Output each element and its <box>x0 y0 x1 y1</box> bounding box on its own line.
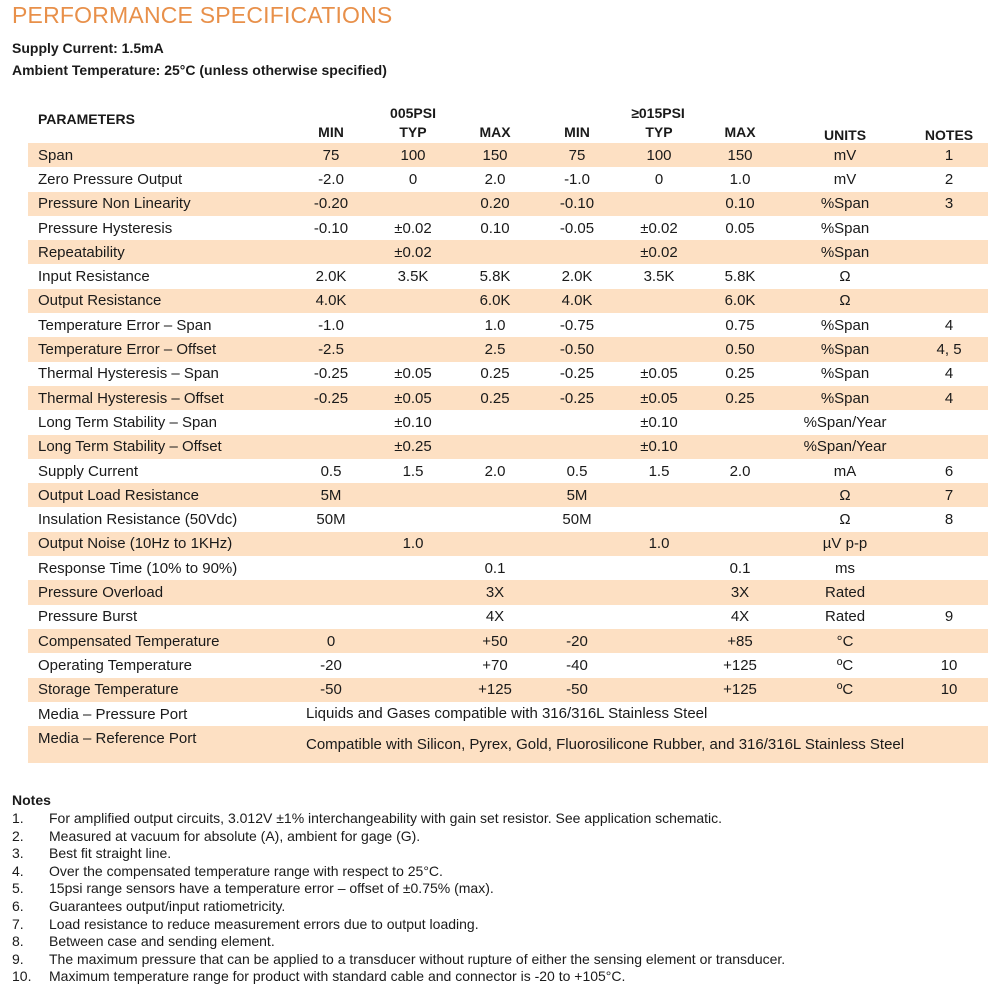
notes-cell: 3 <box>910 192 988 216</box>
note-text: Measured at vacuum for absolute (A), ambient for gage (G). <box>49 827 421 844</box>
parameter-cell: Output Noise (10Hz to 1KHz) <box>28 532 290 556</box>
min-005psi-cell <box>290 532 372 556</box>
table-row <box>28 167 988 191</box>
notes-cell <box>910 435 988 459</box>
typ-015psi-cell: 100 <box>618 143 700 167</box>
max-005psi-cell: +70 <box>454 653 536 677</box>
min-015psi-cell: -50 <box>536 678 618 702</box>
parameter-cell: Response Time (10% to 90%) <box>28 556 290 580</box>
table-row <box>28 216 988 240</box>
table-header-row-top <box>28 95 988 121</box>
notes-cell <box>910 580 988 604</box>
min-015psi-cell: -0.75 <box>536 313 618 337</box>
units-cell: °C <box>780 629 910 653</box>
media-compatibility-cell: Compatible with Silicon, Pyrex, Gold, Fluorosilicone Rubber, and 316/316L Stainless Steel <box>290 726 988 763</box>
note-text: Between case and sending element. <box>49 933 275 950</box>
min-005psi-cell: -0.25 <box>290 386 372 410</box>
min-015psi-cell: 0.5 <box>536 459 618 483</box>
note-text: The maximum pressure that can be applied to a transducer without rupture of either the sensing element or transducer. <box>49 950 786 967</box>
parameter-cell: Repeatability <box>28 240 290 264</box>
units-cell: ºC <box>780 678 910 702</box>
max-005psi-cell: 0.25 <box>454 386 536 410</box>
parameter-cell: Thermal Hysteresis – Offset <box>28 386 290 410</box>
min-005psi-cell: -0.20 <box>290 192 372 216</box>
typ-015psi-cell: 0 <box>618 167 700 191</box>
max-005psi-cell <box>454 507 536 531</box>
max-005psi-cell: 0.10 <box>454 216 536 240</box>
note-text: Guarantees output/input ratiometricity. <box>49 897 286 914</box>
table-row <box>28 313 988 337</box>
notes-cell <box>910 410 988 434</box>
table-row <box>28 289 988 313</box>
units-cell: %Span/Year <box>780 435 910 459</box>
note-text: Over the compensated temperature range with respect to 25°C. <box>49 862 443 879</box>
typ-015psi-cell <box>618 192 700 216</box>
table-row <box>28 240 988 264</box>
max-015psi-cell: 2.0 <box>700 459 780 483</box>
typ-005psi-cell <box>372 289 454 313</box>
max-015psi-cell <box>700 483 780 507</box>
typ-015psi-cell <box>618 337 700 361</box>
units-cell: Ω <box>780 264 910 288</box>
min-015psi-cell: -0.10 <box>536 192 618 216</box>
table-row <box>28 507 988 531</box>
units-cell: Ω <box>780 483 910 507</box>
typ-015psi-cell <box>618 580 700 604</box>
typ-005psi-cell <box>372 653 454 677</box>
typ-015psi-cell: ±0.10 <box>618 410 700 434</box>
units-cell: %Span <box>780 192 910 216</box>
units-cell: ºC <box>780 653 910 677</box>
min-005psi-cell <box>290 410 372 434</box>
max-015psi-cell: 6.0K <box>700 289 780 313</box>
min-015psi-cell: -20 <box>536 629 618 653</box>
parameter-cell: Pressure Non Linearity <box>28 192 290 216</box>
max-005psi-cell: +125 <box>454 678 536 702</box>
units-cell: ms <box>780 556 910 580</box>
max-header: MAX <box>479 124 511 140</box>
typ-005psi-cell: ±0.05 <box>372 386 454 410</box>
parameter-cell: Compensated Temperature <box>28 629 290 653</box>
max-015psi-cell: 0.50 <box>700 337 780 361</box>
max-005psi-cell <box>454 435 536 459</box>
typ-header: TYP <box>399 124 427 140</box>
media-compatibility-cell: Liquids and Gases compatible with 316/316L Stainless Steel <box>290 702 988 726</box>
typ-005psi-cell: 0 <box>372 167 454 191</box>
max-005psi-cell: 0.25 <box>454 362 536 386</box>
parameter-cell: Pressure Burst <box>28 605 290 629</box>
typ-header: TYP <box>645 124 673 140</box>
table-row <box>28 192 988 216</box>
notes-cell: 7 <box>910 483 988 507</box>
max-005psi-cell: +50 <box>454 629 536 653</box>
min-005psi-cell: 5M <box>290 483 372 507</box>
parameter-cell: Pressure Hysteresis <box>28 216 290 240</box>
max-005psi-cell: 6.0K <box>454 289 536 313</box>
min-015psi-cell: -1.0 <box>536 167 618 191</box>
typ-015psi-cell <box>618 678 700 702</box>
typ-005psi-cell: ±0.25 <box>372 435 454 459</box>
max-015psi-cell: 3X <box>700 580 780 604</box>
notes-cell: 4, 5 <box>910 337 988 361</box>
min-015psi-cell: 75 <box>536 143 618 167</box>
typ-015psi-cell <box>618 289 700 313</box>
typ-015psi-cell: ±0.02 <box>618 216 700 240</box>
max-005psi-cell: 4X <box>454 605 536 629</box>
max-015psi-cell: 0.10 <box>700 192 780 216</box>
max-005psi-cell <box>454 410 536 434</box>
min-005psi-cell <box>290 435 372 459</box>
media-row <box>28 702 988 726</box>
max-015psi-cell: +85 <box>700 629 780 653</box>
max-015psi-cell <box>700 532 780 556</box>
notes-cell: 4 <box>910 313 988 337</box>
typ-015psi-cell <box>618 313 700 337</box>
max-005psi-cell <box>454 532 536 556</box>
typ-005psi-cell: ±0.05 <box>372 362 454 386</box>
typ-005psi-cell <box>372 678 454 702</box>
notes-cell <box>910 289 988 313</box>
note-item <box>12 880 992 898</box>
max-015psi-cell: 0.05 <box>700 216 780 240</box>
min-015psi-cell: -0.25 <box>536 362 618 386</box>
notes-cell <box>910 264 988 288</box>
units-cell: %Span/Year <box>780 410 910 434</box>
units-cell: Ω <box>780 289 910 313</box>
min-005psi-cell: -20 <box>290 653 372 677</box>
max-015psi-cell <box>700 240 780 264</box>
notes-section <box>12 792 992 986</box>
min-015psi-cell <box>536 435 618 459</box>
units-cell: %Span <box>780 337 910 361</box>
min-015psi-cell <box>536 532 618 556</box>
max-015psi-cell <box>700 435 780 459</box>
typ-015psi-cell <box>618 605 700 629</box>
min-015psi-cell: -0.25 <box>536 386 618 410</box>
min-005psi-cell: -2.5 <box>290 337 372 361</box>
units-cell: µV p-p <box>780 532 910 556</box>
table-row <box>28 629 988 653</box>
min-005psi-cell <box>290 556 372 580</box>
notes-cell: 4 <box>910 386 988 410</box>
typ-005psi-cell <box>372 483 454 507</box>
media-row <box>28 726 988 763</box>
note-item <box>12 933 992 951</box>
notes-cell <box>910 629 988 653</box>
supply-current-condition: Supply Current: 1.5mA <box>12 40 164 56</box>
parameter-cell: Insulation Resistance (50Vdc) <box>28 507 290 531</box>
typ-015psi-cell <box>618 653 700 677</box>
table-row <box>28 459 988 483</box>
units-cell: %Span <box>780 313 910 337</box>
parameter-cell: Output Load Resistance <box>28 483 290 507</box>
table-row <box>28 605 988 629</box>
typ-005psi-cell: ±0.02 <box>372 216 454 240</box>
min-005psi-cell: 50M <box>290 507 372 531</box>
parameter-cell: Long Term Stability – Offset <box>28 435 290 459</box>
max-015psi-cell: 0.1 <box>700 556 780 580</box>
note-text: Best fit straight line. <box>49 845 172 862</box>
typ-015psi-cell <box>618 507 700 531</box>
max-015psi-cell: 0.25 <box>700 362 780 386</box>
table-row <box>28 678 988 702</box>
min-005psi-cell: -50 <box>290 678 372 702</box>
typ-015psi-cell <box>618 629 700 653</box>
units-cell: %Span <box>780 362 910 386</box>
typ-005psi-cell <box>372 605 454 629</box>
performance-spec-table <box>28 95 988 763</box>
table-row <box>28 653 988 677</box>
min-005psi-cell <box>290 605 372 629</box>
min-015psi-cell: 50M <box>536 507 618 531</box>
typ-015psi-cell: ±0.05 <box>618 386 700 410</box>
typ-005psi-cell: 1.0 <box>372 532 454 556</box>
max-005psi-cell: 5.8K <box>454 264 536 288</box>
note-text: For amplified output circuits, 3.012V ±1% interchangeability with gain set resistor. See application schematic. <box>49 810 723 826</box>
max-header: MAX <box>724 124 756 140</box>
typ-005psi-cell <box>372 629 454 653</box>
note-number: 4. <box>12 862 24 879</box>
note-number: 6. <box>12 897 24 914</box>
max-005psi-cell <box>454 240 536 264</box>
max-005psi-cell: 3X <box>454 580 536 604</box>
parameter-cell: Zero Pressure Output <box>28 167 290 191</box>
parameter-cell: Span <box>28 143 290 167</box>
note-item <box>12 810 992 828</box>
min-015psi-cell: 5M <box>536 483 618 507</box>
table-row <box>28 410 988 434</box>
table-row <box>28 143 988 167</box>
units-cell: %Span <box>780 240 910 264</box>
typ-015psi-cell: ±0.05 <box>618 362 700 386</box>
min-005psi-cell: 4.0K <box>290 289 372 313</box>
typ-005psi-cell <box>372 192 454 216</box>
parameter-cell: Thermal Hysteresis – Span <box>28 362 290 386</box>
min-header: MIN <box>318 124 344 140</box>
min-015psi-cell <box>536 580 618 604</box>
max-015psi-cell: 5.8K <box>700 264 780 288</box>
note-number: 10. <box>12 968 32 985</box>
typ-005psi-cell <box>372 556 454 580</box>
min-015psi-cell <box>536 605 618 629</box>
notes-cell: 10 <box>910 678 988 702</box>
notes-heading: Notes <box>12 792 51 808</box>
max-005psi-cell: 0.1 <box>454 556 536 580</box>
typ-015psi-cell: ±0.02 <box>618 240 700 264</box>
note-item <box>12 968 992 986</box>
max-015psi-cell: 150 <box>700 143 780 167</box>
units-cell: %Span <box>780 216 910 240</box>
max-015psi-cell: 0.25 <box>700 386 780 410</box>
notes-cell: 6 <box>910 459 988 483</box>
min-015psi-cell: 4.0K <box>536 289 618 313</box>
note-text: Maximum temperature range for product with standard cable and connector is -20 to +105°C. <box>49 968 626 985</box>
units-cell: Ω <box>780 507 910 531</box>
parameter-cell: Long Term Stability – Span <box>28 410 290 434</box>
min-015psi-cell: -0.05 <box>536 216 618 240</box>
notes-cell: 10 <box>910 653 988 677</box>
ambient-temperature-condition: Ambient Temperature: 25°C (unless otherwise specified) <box>12 62 387 78</box>
min-005psi-cell: 0 <box>290 629 372 653</box>
notes-cell <box>910 240 988 264</box>
units-cell: mV <box>780 167 910 191</box>
max-005psi-cell <box>454 483 536 507</box>
min-015psi-cell: 2.0K <box>536 264 618 288</box>
typ-015psi-cell: 1.0 <box>618 532 700 556</box>
parameter-cell: Media – Pressure Port <box>28 702 290 726</box>
notes-cell <box>910 532 988 556</box>
min-005psi-cell: 0.5 <box>290 459 372 483</box>
note-item <box>12 845 992 863</box>
note-number: 8. <box>12 933 24 950</box>
parameter-cell: Operating Temperature <box>28 653 290 677</box>
table-row <box>28 435 988 459</box>
notes-cell: 1 <box>910 143 988 167</box>
note-item <box>12 828 992 846</box>
typ-015psi-cell: 1.5 <box>618 459 700 483</box>
units-cell: Rated <box>780 580 910 604</box>
typ-015psi-cell <box>618 556 700 580</box>
max-015psi-cell <box>700 507 780 531</box>
max-005psi-cell: 2.0 <box>454 459 536 483</box>
note-item <box>12 951 992 969</box>
max-005psi-cell: 150 <box>454 143 536 167</box>
page-title: PERFORMANCE SPECIFICATIONS <box>12 2 393 28</box>
parameter-cell: Media – Reference Port <box>28 726 290 763</box>
table-row <box>28 386 988 410</box>
units-cell: mV <box>780 143 910 167</box>
max-005psi-cell: 1.0 <box>454 313 536 337</box>
table-row <box>28 483 988 507</box>
typ-005psi-cell <box>372 337 454 361</box>
min-005psi-cell <box>290 240 372 264</box>
typ-005psi-cell: ±0.02 <box>372 240 454 264</box>
typ-005psi-cell: 100 <box>372 143 454 167</box>
max-015psi-cell: +125 <box>700 678 780 702</box>
parameter-cell: Temperature Error – Span <box>28 313 290 337</box>
parameter-cell: Output Resistance <box>28 289 290 313</box>
table-row <box>28 532 988 556</box>
min-005psi-cell: 2.0K <box>290 264 372 288</box>
typ-015psi-cell: 3.5K <box>618 264 700 288</box>
notes-cell: 2 <box>910 167 988 191</box>
min-005psi-cell: -0.10 <box>290 216 372 240</box>
min-015psi-cell <box>536 556 618 580</box>
parameter-cell: Storage Temperature <box>28 678 290 702</box>
notes-cell: 9 <box>910 605 988 629</box>
max-015psi-cell: 4X <box>700 605 780 629</box>
note-text: 15psi range sensors have a temperature error – offset of ±0.75% (max). <box>49 880 494 897</box>
min-015psi-cell <box>536 410 618 434</box>
max-005psi-cell: 2.5 <box>454 337 536 361</box>
typ-005psi-cell: 1.5 <box>372 459 454 483</box>
typ-015psi-cell: ±0.10 <box>618 435 700 459</box>
note-number: 7. <box>12 915 24 932</box>
min-005psi-cell: -2.0 <box>290 167 372 191</box>
notes-header: NOTES <box>924 127 974 143</box>
typ-005psi-cell <box>372 507 454 531</box>
note-number: 5. <box>12 880 24 897</box>
min-005psi-cell <box>290 580 372 604</box>
table-row <box>28 362 988 386</box>
min-005psi-cell: 75 <box>290 143 372 167</box>
typ-005psi-cell <box>372 313 454 337</box>
min-015psi-cell: -0.50 <box>536 337 618 361</box>
max-005psi-cell: 0.20 <box>454 192 536 216</box>
parameter-cell: Temperature Error – Offset <box>28 337 290 361</box>
units-cell: mA <box>780 459 910 483</box>
parameter-cell: Input Resistance <box>28 264 290 288</box>
notes-cell: 8 <box>910 507 988 531</box>
typ-005psi-cell <box>372 580 454 604</box>
units-header: UNITS <box>824 127 867 143</box>
note-number: 9. <box>12 950 24 967</box>
table-row <box>28 580 988 604</box>
range-005psi-header: 005PSI <box>390 105 436 121</box>
parameters-header: PARAMETERS <box>38 111 135 127</box>
note-text: Load resistance to reduce measurement errors due to output loading. <box>49 915 479 932</box>
min-005psi-cell: -0.25 <box>290 362 372 386</box>
units-cell: %Span <box>780 386 910 410</box>
notes-cell <box>910 556 988 580</box>
units-cell: Rated <box>780 605 910 629</box>
max-005psi-cell: 2.0 <box>454 167 536 191</box>
notes-list <box>12 810 992 986</box>
range-015psi-header: ≥015PSI <box>631 105 685 121</box>
parameter-cell: Supply Current <box>28 459 290 483</box>
typ-005psi-cell: 3.5K <box>372 264 454 288</box>
table-row <box>28 556 988 580</box>
table-row <box>28 264 988 288</box>
parameter-cell: Pressure Overload <box>28 580 290 604</box>
max-015psi-cell: +125 <box>700 653 780 677</box>
min-header: MIN <box>564 124 590 140</box>
max-015psi-cell: 1.0 <box>700 167 780 191</box>
min-015psi-cell <box>536 240 618 264</box>
note-item <box>12 898 992 916</box>
max-015psi-cell <box>700 410 780 434</box>
min-005psi-cell: -1.0 <box>290 313 372 337</box>
spec-table-body <box>28 143 988 763</box>
note-number: 2. <box>12 827 24 844</box>
note-item <box>12 863 992 881</box>
notes-cell: 4 <box>910 362 988 386</box>
typ-005psi-cell: ±0.10 <box>372 410 454 434</box>
notes-cell <box>910 216 988 240</box>
note-number: 1. <box>12 810 24 826</box>
table-row <box>28 337 988 361</box>
note-number: 3. <box>12 845 24 862</box>
typ-015psi-cell <box>618 483 700 507</box>
min-015psi-cell: -40 <box>536 653 618 677</box>
max-015psi-cell: 0.75 <box>700 313 780 337</box>
note-item <box>12 916 992 934</box>
